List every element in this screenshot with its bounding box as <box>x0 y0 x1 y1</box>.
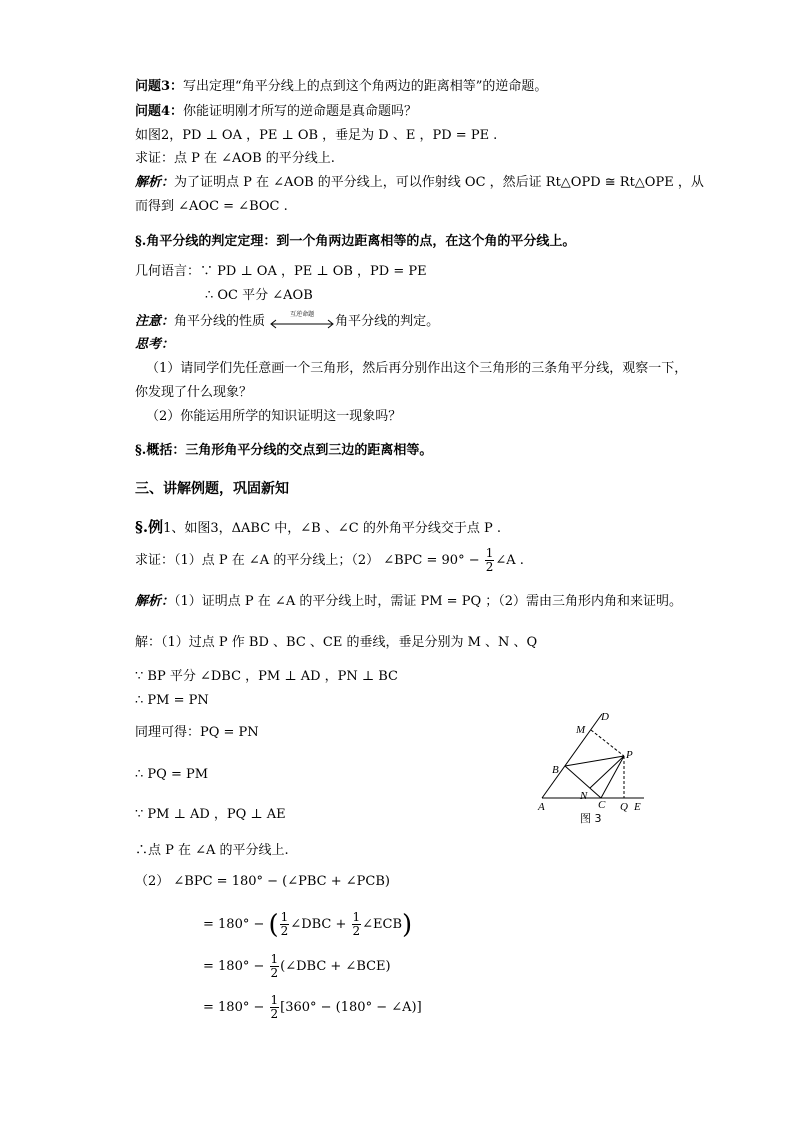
solution-line-7: ∴点 P 在 ∠A 的平分线上. <box>135 843 289 858</box>
label-B: B <box>552 764 559 776</box>
think-question-1-continued: 你发现了什么现象？ <box>135 385 253 400</box>
solution-line-4: 同理可得：PQ = PN <box>135 725 259 740</box>
double-arrow-icon <box>269 314 335 330</box>
geometry-language-line-2: ∴ OC 平分 ∠AOB <box>205 288 313 303</box>
solution-line-2: ∵ BP 平分 ∠DBC ，PM ⊥ AD ，PN ⊥ BC <box>135 669 399 684</box>
label-Q: Q <box>620 801 628 813</box>
fraction-half: $\frac{1}{2}$ <box>280 910 289 938</box>
geometry-language-label: 几何语言： <box>135 264 201 279</box>
dashed-PM <box>591 730 624 756</box>
prove-2-text-a: 求证：（1）点 P 在 ∠A 的平分线上；（2） ∠BPC = 90° − <box>135 553 484 568</box>
label-M: M <box>576 724 586 736</box>
think-label: 思考： <box>135 337 175 352</box>
label-D: D <box>601 711 609 723</box>
example-text: 1、如图3，ΔABC 中，∠B 、∠C 的外角平分线交于点 P . <box>163 521 501 536</box>
analysis-1 <box>135 174 704 192</box>
solution-line-11: = 180° − $\frac{1}{2}$ [360° − (180° − ∠A)] <box>203 993 422 1021</box>
fraction-half: $\frac{1}{2}$ <box>270 993 279 1021</box>
geometry-language <box>135 263 427 281</box>
solution-line-5: ∴ PQ = PM <box>135 767 209 782</box>
question-3 <box>135 78 547 96</box>
figure-2-statement: 如图2，PD ⊥ OA ，PE ⊥ OB ，垂足为 D 、E ，PD = PE . <box>135 128 498 143</box>
geometry-language-line-1: ∵ PD ⊥ OA ，PE ⊥ OB ，PD = PE <box>200 264 427 279</box>
label-N: N <box>580 790 588 802</box>
prove-statement-1: 求证：点 P 在 ∠AOB 的平分线上. <box>135 151 335 166</box>
question-4-text: 你能证明刚才所写的逆命题是真命题吗？ <box>183 104 418 119</box>
fraction-half: $\frac{1}{2}$ <box>352 910 361 938</box>
section-heading: 三、讲解例题，巩固新知 <box>135 481 289 497</box>
label-E: E <box>634 801 641 813</box>
left-paren: ( <box>268 909 279 940</box>
figure-3 <box>528 706 658 828</box>
label-C: C <box>598 799 606 811</box>
solution-line-6: ∵ PM ⊥ AD ，PQ ⊥ AE <box>135 807 286 822</box>
example-1 <box>135 518 501 538</box>
label-P: P <box>626 749 633 761</box>
prove-2-text-b: ∠A . <box>495 553 524 568</box>
figure-3-caption: 图 3 <box>580 812 602 825</box>
analysis-2 <box>135 593 682 611</box>
question-3-text: 写出定理“角平分线上的点到这个角两边的距离相等”的逆命题。 <box>183 79 548 94</box>
note-right: 角平分线的判定。 <box>335 314 440 329</box>
think-question-1: （1）请同学们先任意画一个三角形，然后再分别作出这个三角形的三条角平分线，观察一下， <box>146 361 688 376</box>
arrow-caption: 互逆命题 <box>290 310 315 318</box>
think-question-2: （2）你能运用所学的知识证明这一现象吗？ <box>146 409 402 424</box>
solution-line-1: 解：（1）过点 P 作 BD 、BC 、CE 的垂线，垂足分别为 M 、N 、Q <box>135 635 538 650</box>
analysis-2-label: 解析： <box>135 594 175 609</box>
note-line <box>135 310 440 331</box>
analysis-2-text: （1）证明点 P 在 ∠A 的平分线上时，需证 PM = PQ ；（2）需由三角形内角和来证明。 <box>174 594 682 609</box>
solution-line-8: （2） ∠BPC = 180° − (∠PBC + ∠PCB) <box>135 874 390 889</box>
analysis-1-continued: 而得到 ∠AOC = ∠BOC . <box>135 199 288 214</box>
example-label: §.例 <box>135 518 164 536</box>
question-4-label: 问题4： <box>135 104 184 119</box>
note-label: 注意： <box>135 314 175 329</box>
fraction-half: $\frac{1}{2}$ <box>485 546 494 574</box>
label-A: A <box>538 801 545 813</box>
segment-CP <box>601 756 624 798</box>
question-4 <box>135 103 417 121</box>
solution-line-9: = 180° − ( $\frac{1}{2}$ ∠DBC + $\frac{1}{2}$ ∠ECB) <box>203 909 413 940</box>
analysis-1-text: 为了证明点 P 在 ∠AOB 的平分线上，可以作射线 OC ，然后证 Rt△OPD ≅ Rt△OPE ，从 <box>174 175 704 190</box>
question-3-label: 问题3： <box>135 79 184 94</box>
analysis-1-label: 解析： <box>135 175 175 190</box>
solution-line-3: ∴ PM = PN <box>135 693 209 708</box>
note-left: 角平分线的性质 <box>174 314 266 329</box>
summary-statement: §.概括：三角形角平分线的交点到三边的距离相等。 <box>135 443 433 458</box>
right-paren: ) <box>402 909 413 940</box>
mutual-converse-arrow <box>269 310 335 330</box>
fraction-half: $\frac{1}{2}$ <box>270 952 279 980</box>
solution-line-10: = 180° − $\frac{1}{2}$ (∠DBC + ∠BCE) <box>203 952 391 980</box>
prove-statement-2 <box>135 546 524 576</box>
theorem-statement: §.角平分线的判定定理：到一个角两边距离相等的点，在这个角的平分线上。 <box>135 234 576 249</box>
